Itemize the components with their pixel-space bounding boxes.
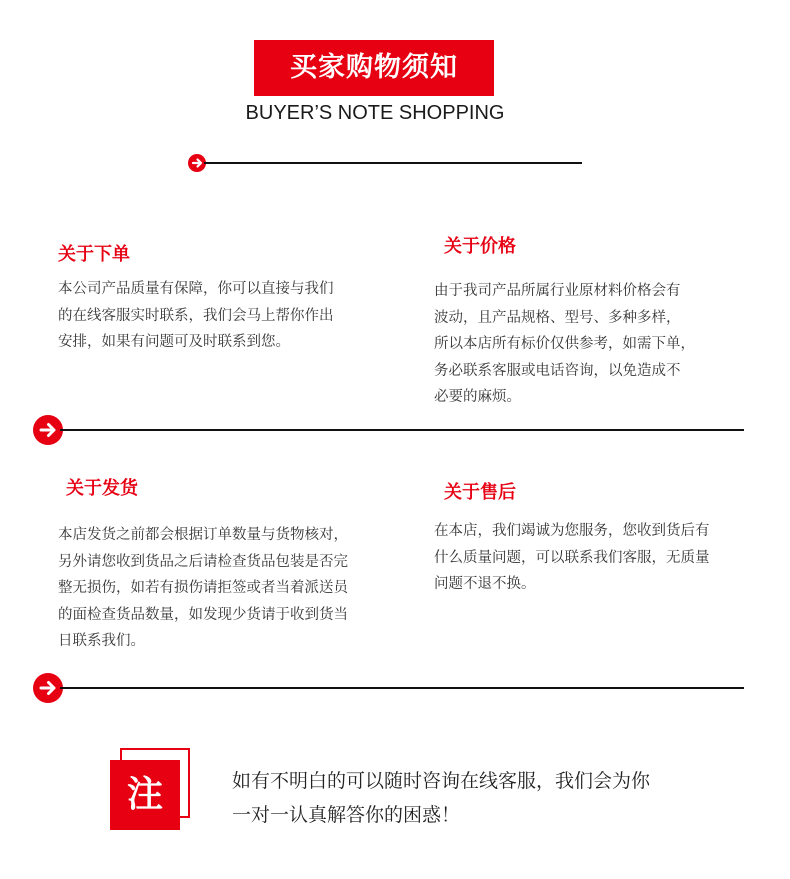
note-text [232, 764, 752, 832]
section-body-order [58, 276, 418, 356]
section-title-shipping: 关于发货 [66, 478, 138, 499]
text-line: 由于我司产品所属行业原材料价格会有 [434, 283, 681, 299]
text-line: 务必联系客服或电话咨询，以免造成不 [434, 362, 681, 379]
section-divider-line [60, 687, 744, 689]
note-line: 如有不明白的可以随时咨询在线客服，我们会为你 [232, 770, 651, 792]
text-line: 本公司产品质量有保障，你可以直接与我们 [58, 281, 334, 297]
section-body-aftersales [434, 518, 774, 598]
text-line: 的在线客服实时联系，我们会马上帮你作出 [58, 307, 334, 324]
header-divider-line [204, 162, 582, 164]
text-line: 的面检查货品数量，如发现少货请于收到货当 [58, 606, 348, 623]
note-line: 一对一认真解答你的困惑！ [232, 804, 461, 826]
text-line: 在本店，我们竭诚为您服务，您收到货后有 [434, 523, 710, 539]
text-line: 问题不退不换。 [434, 576, 536, 592]
section-title-aftersales: 关于售后 [444, 482, 516, 503]
text-line: 什么质量问题，可以联系我们客服，无质量 [434, 549, 710, 566]
section-body-price [434, 278, 764, 411]
section-divider-line [60, 429, 744, 431]
section-title-price: 关于价格 [444, 236, 516, 257]
text-line: 整无损伤，如若有损伤请拒签或者当着派送员 [58, 580, 348, 596]
section-title-order: 关于下单 [58, 244, 130, 265]
text-line: 安排，如果有问题可及时联系到您。 [58, 334, 290, 350]
note-badge-icon [110, 748, 190, 832]
note-badge: 注 [110, 760, 180, 830]
text-line: 所以本店所有标价仅供参考，如需下单， [434, 336, 695, 352]
text-line: 另外请您收到货品之后请检查货品包装是否完 [58, 553, 348, 570]
text-line: 波动，且产品规格、型号、多种多样， [434, 309, 681, 326]
arrow-right-circle-icon [33, 673, 63, 703]
text-line: 本店发货之前都会根据订单数量与货物核对， [58, 527, 348, 543]
text-line: 必要的麻烦。 [434, 389, 521, 405]
text-line: 日联系我们。 [58, 633, 145, 649]
arrow-right-circle-icon [33, 415, 63, 445]
page-title: 买家购物须知 [254, 40, 494, 96]
section-body-shipping [58, 522, 418, 655]
page-subtitle: BUYER’S NOTE SHOPPING [245, 102, 505, 124]
